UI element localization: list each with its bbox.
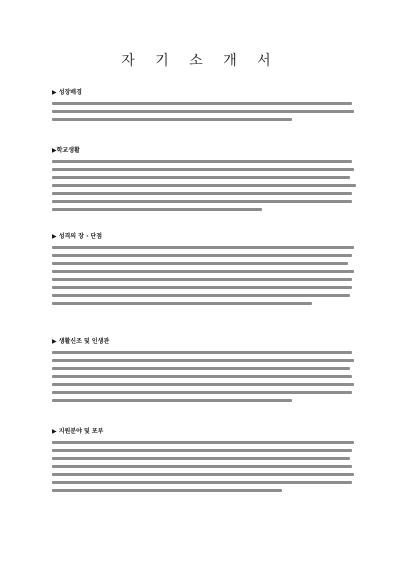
document-title: 자 기 소 개 서	[121, 53, 279, 69]
body-text-line	[52, 254, 352, 257]
section-life-philosophy	[52, 337, 362, 402]
body-text-line	[52, 208, 262, 211]
section-heading: ▶ 생활신조 및 인생관	[52, 338, 110, 345]
body-text-line	[52, 302, 312, 305]
body-text-line	[52, 441, 354, 444]
section-heading: ▶ 성장배경	[52, 89, 82, 96]
body-text-line	[52, 246, 354, 249]
body-text-line	[52, 489, 282, 492]
body-text-line	[52, 168, 354, 171]
body-text-line	[52, 262, 348, 265]
body-text-line	[52, 184, 356, 187]
body-text-line	[52, 383, 354, 386]
body-text-line	[52, 399, 292, 402]
body-text-line	[52, 457, 350, 460]
body-text-line	[52, 449, 352, 452]
body-text-line	[52, 102, 352, 105]
body-text-line	[52, 375, 352, 378]
section-heading: ▶ 성격의 장 · 단점	[52, 233, 103, 240]
body-text-line	[52, 294, 350, 297]
body-text-line	[52, 118, 292, 121]
body-text-line	[52, 473, 354, 476]
body-text-line	[52, 286, 352, 289]
body-text-line	[52, 481, 352, 484]
section-growth	[52, 88, 362, 121]
section-personality	[52, 232, 362, 305]
body-text-line	[52, 351, 352, 354]
section-application-goals	[52, 427, 362, 492]
body-text-line	[52, 192, 352, 195]
body-text-line	[52, 465, 352, 468]
body-text-line	[52, 200, 352, 203]
body-text-line	[52, 359, 354, 362]
section-heading: ▶학교생활	[52, 147, 80, 154]
body-text-line	[52, 160, 352, 163]
body-text-line	[52, 391, 352, 394]
section-school-life	[52, 146, 362, 211]
body-text-line	[52, 270, 354, 273]
body-text-line	[52, 367, 350, 370]
body-text-line	[52, 110, 354, 113]
body-text-line	[52, 176, 350, 179]
section-heading: ▶ 지원분야 및 포부	[52, 428, 104, 435]
body-text-line	[52, 278, 352, 281]
